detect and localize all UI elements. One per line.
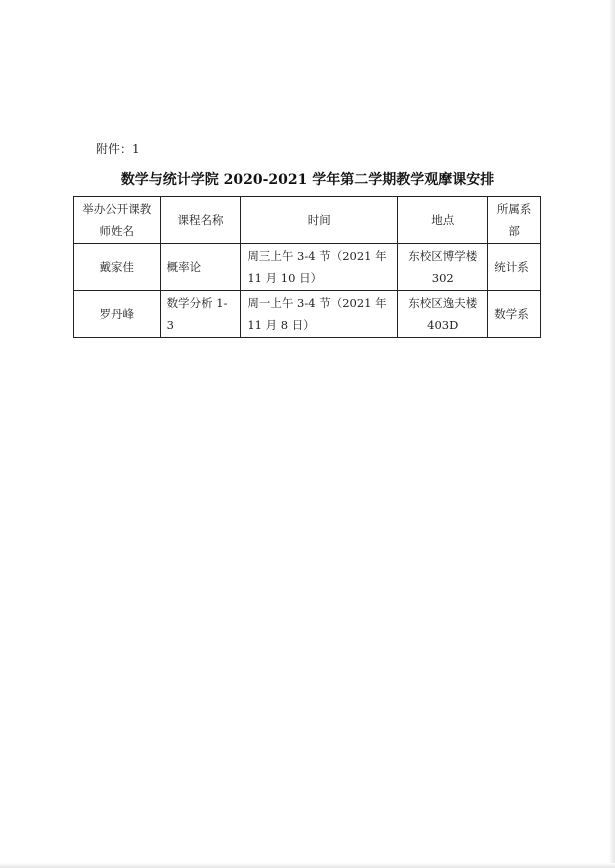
table-row [74,291,541,338]
document-title: 数学与统计学院 2020-2021 学年第二学期教学观摩课安排 [120,172,495,188]
cell-department: 统计系 [488,244,541,291]
attachment-label: 附件：1 [96,142,140,156]
header-teacher: 举办公开课教师姓名 [74,197,161,244]
cell-time: 周一上午 3-4 节（2021 年 11 月 8 日） [241,291,398,338]
header-course: 课程名称 [160,197,241,244]
table-header-row [74,197,541,244]
cell-department: 数学系 [488,291,541,338]
cell-teacher: 罗丹峰 [74,291,161,338]
cell-teacher: 戴家佳 [74,244,161,291]
page-edge-bottom [0,863,615,868]
schedule-table [73,196,541,338]
cell-time: 周三上午 3-4 节（2021 年 11 月 10 日） [241,244,398,291]
header-location: 地点 [398,197,488,244]
header-time: 时间 [241,197,398,244]
table-row [74,244,541,291]
cell-course: 数学分析 1-3 [160,291,241,338]
cell-location: 东校区博学楼 302 [398,244,488,291]
page-edge-right [609,0,615,868]
cell-location: 东校区逸夫楼 403D [398,291,488,338]
header-department: 所属系部 [488,197,541,244]
cell-course: 概率论 [160,244,241,291]
